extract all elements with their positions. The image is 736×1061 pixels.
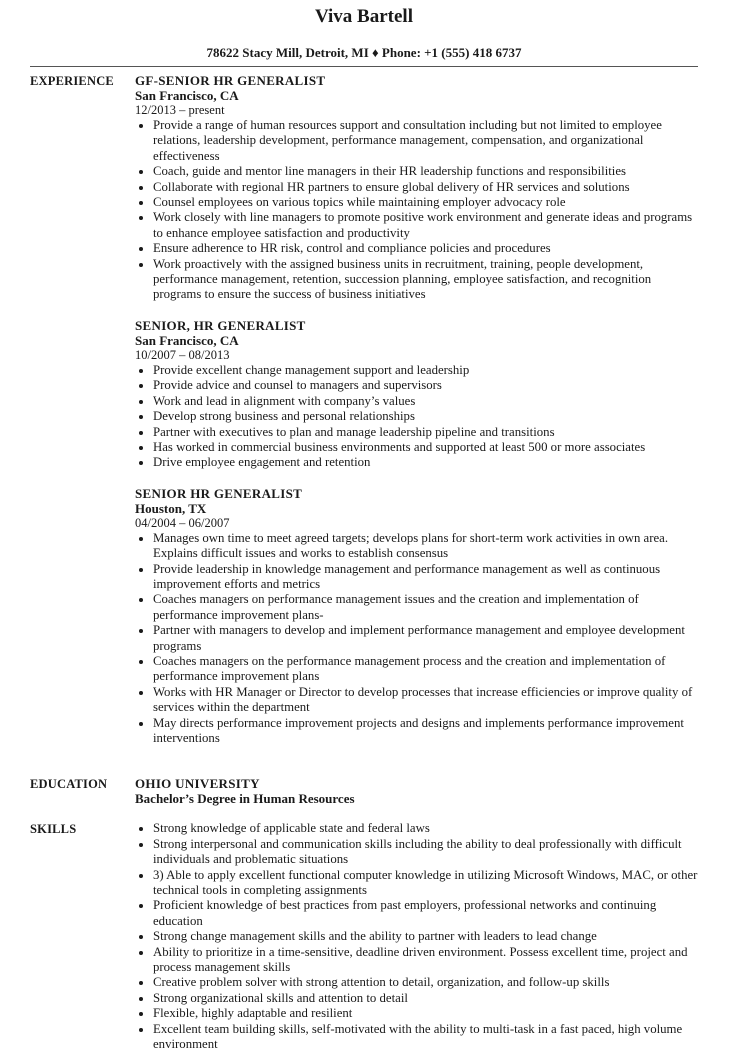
job-bullet: • Ensure adherence to HR risk, control and compliance policies and procedures: [153, 241, 698, 256]
job-bullet: • Provide excellent change management support and leadership: [153, 363, 698, 378]
skill-item: • Strong organizational skills and attention to detail: [153, 991, 698, 1006]
job-bullet: • Work closely with line managers to promote positive work environment and generate ideas and programs to enhance employee satisfaction and productivity: [153, 210, 698, 241]
experience-section: [30, 73, 698, 761]
job-bullet: • Work proactively with the assigned business units in recruitment, training, people development, performance management, retention, succession planning, employee satisfaction, and recognition programs to ensure the success of business initiatives: [153, 257, 698, 303]
job-bullet: • Provide advice and counsel to managers and supervisors: [153, 378, 698, 393]
skills-label: SKILLS: [30, 822, 77, 837]
skill-item: • 3) Able to apply excellent functional computer knowledge in utilizing Microsoft Windows, MAC, or other technical tools in completing assignments: [153, 868, 698, 899]
job-dates: 04/2004 – 06/2007: [135, 515, 230, 530]
job-title: SENIOR, HR GENERALIST: [135, 317, 306, 333]
job-title: SENIOR HR GENERALIST: [135, 485, 303, 501]
job-bullet: • Provide leadership in knowledge management and performance management as well as continuous improvement efforts and metrics: [153, 562, 698, 593]
job-dates: 12/2013 – present: [135, 103, 225, 117]
degree-name: Bachelor’s Degree in Human Resources: [135, 791, 355, 807]
experience-body: [135, 73, 698, 761]
job-title: GF-SENIOR HR GENERALIST: [135, 73, 326, 88]
skill-item: • Flexible, highly adaptable and resilient: [153, 1006, 698, 1021]
skills-body: [135, 821, 698, 1052]
job-entry: [135, 486, 698, 747]
skills-list: [135, 821, 698, 1052]
header-divider: [30, 66, 698, 67]
education-section: [30, 776, 698, 806]
job-bullet: • Provide a range of human resources support and consultation including but not limited to employee relations, leadership development, performance management, compensation, and organizational effectiveness: [153, 118, 698, 164]
job-entry: [135, 73, 698, 303]
job-bullet: • Manages own time to meet agreed targets; develops plans for short-term work activities in own area. Explains difficult issues and works to establish consensus: [153, 531, 698, 562]
education-body: [135, 776, 698, 806]
job-bullet: • Partner with managers to develop and implement performance management and employee development programs: [153, 623, 698, 654]
contact-line: 78622 Stacy Mill, Detroit, MI ♦ Phone: +1 (555) 418 6737: [206, 45, 522, 60]
school-name: OHIO UNIVERSITY: [135, 776, 260, 792]
job-bullet: • Coaches managers on the performance management process and the creation and implementation of performance improvement plans: [153, 654, 698, 685]
job-bullet: • Works with HR Manager or Director to develop processes that increase efficiencies or improve quality of services within the department: [153, 685, 698, 716]
job-bullet: • Develop strong business and personal relationships: [153, 409, 698, 424]
education-label: EDUCATION: [30, 777, 108, 792]
job-bullet: • Counsel employees on various topics while maintaining employer advocacy role: [153, 195, 698, 210]
candidate-name: Viva Bartell: [315, 6, 413, 27]
job-bullets: [135, 118, 698, 303]
job-location: San Francisco, CA: [135, 332, 239, 348]
job-entry: [135, 318, 698, 471]
job-bullet: • Has worked in commercial business environments and supported at least 500 or more associates: [153, 440, 698, 455]
skills-section: [30, 821, 698, 1052]
job-bullets: [135, 531, 698, 747]
job-bullets: [135, 363, 698, 471]
job-bullet: • Partner with executives to plan and manage leadership pipeline and transitions: [153, 425, 698, 440]
job-bullet: • Collaborate with regional HR partners to ensure global delivery of HR services and solutions: [153, 180, 698, 195]
resume-header: [30, 0, 698, 67]
experience-label: EXPERIENCE: [30, 74, 114, 88]
skill-item: • Ability to prioritize in a time-sensitive, deadline driven environment. Possess excellent time, project and process management skills: [153, 945, 698, 976]
job-bullet: • Coach, guide and mentor line managers in their HR leadership functions and responsibilities: [153, 164, 698, 179]
skill-item: • Excellent team building skills, self-motivated with the ability to multi-task in a fast paced, high volume environment: [153, 1022, 698, 1053]
job-dates: 10/2007 – 08/2013: [135, 347, 230, 362]
job-bullet: • Work and lead in alignment with company’s values: [153, 394, 698, 409]
job-location: Houston, TX: [135, 500, 207, 516]
job-bullet: • Coaches managers on performance management issues and the creation and implementation of performance improvement plans-: [153, 592, 698, 623]
skill-item: • Proficient knowledge of best practices from past employers, professional networks and continuing education: [153, 898, 698, 929]
job-bullet: • Drive employee engagement and retention: [153, 455, 698, 470]
skill-item: • Strong knowledge of applicable state and federal laws: [153, 821, 698, 836]
job-location: San Francisco, CA: [135, 88, 239, 103]
skill-item: • Strong interpersonal and communication skills including the ability to deal professionally with difficult individuals and problematic situations: [153, 837, 698, 868]
job-bullet: • May directs performance improvement projects and designs and implements performance improvement interventions: [153, 716, 698, 747]
skill-item: • Strong change management skills and the ability to partner with leaders to lead change: [153, 929, 698, 944]
skill-item: • Creative problem solver with strong attention to detail, organization, and follow-up skills: [153, 975, 698, 990]
